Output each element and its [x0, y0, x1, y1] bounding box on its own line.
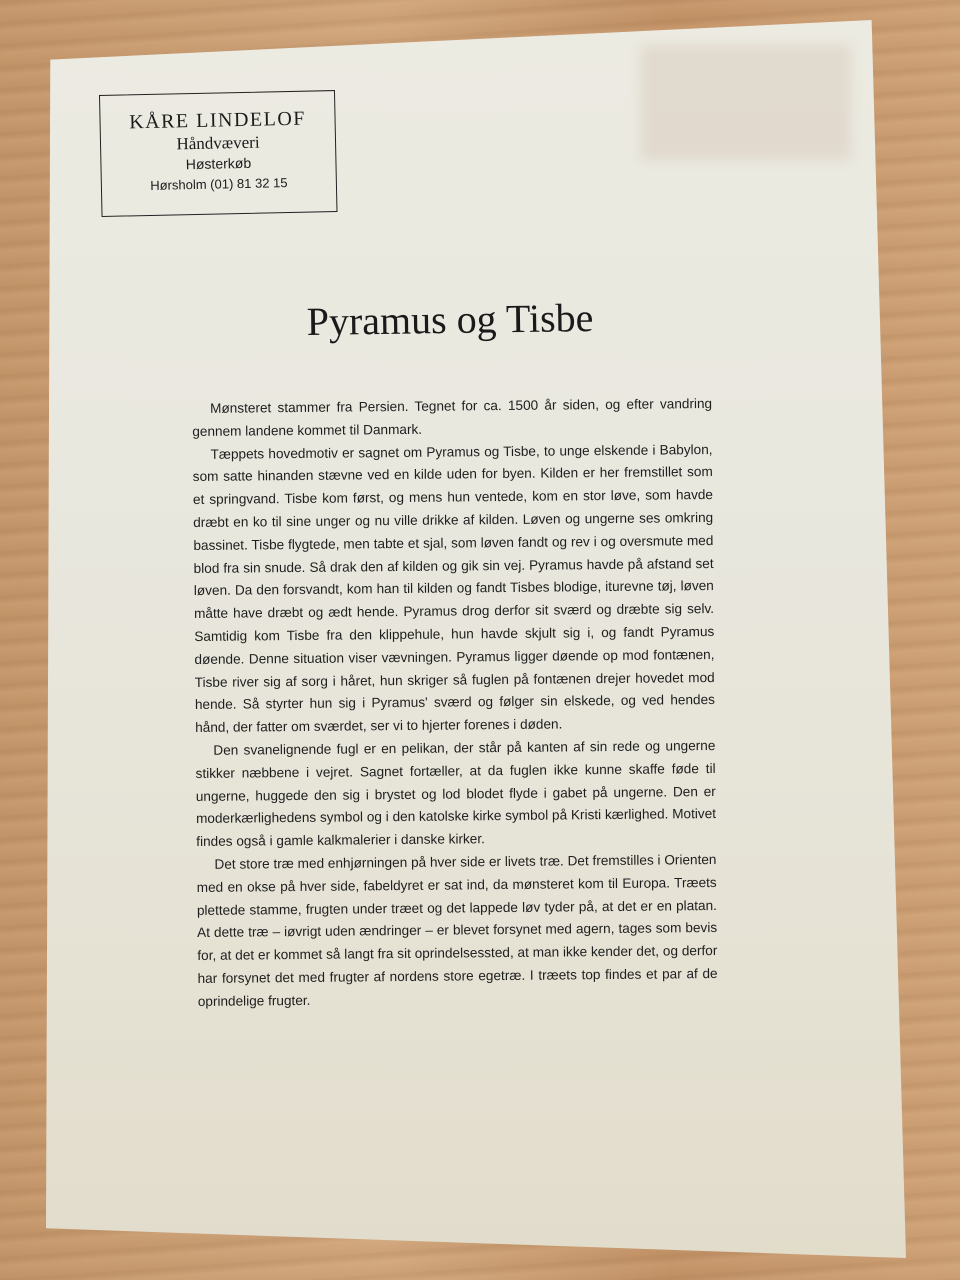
stamp-town: Høsterkøb — [185, 154, 252, 173]
paragraph-tree-of-life: Det store træ med enhjørningen på hver side er livets træ. Det fremstilles i Orienten med en okse på hver side, fabeldyret er sat ind, da mønsteret kom til Europa. Træets plettede stamme, frugten under træet og det lappede løv tyder på, at det er en platan. At dette træ – iøvrigt uden ændringer – er blevet forsynet med agern, tages som bevis for, at det er kommet så langt fra sit oprindelsessted, at man ikke kender det, og derfor har forsynet det med frugter af nordens store egetræ. I træets top findes et par af de oprindelige frugter. — [196, 851, 718, 1009]
stamp-name: KÅRE LINDELOF — [128, 107, 307, 134]
stamp-craft: Håndvæveri — [176, 132, 260, 154]
document-title: Pyramus og Tisbe — [306, 295, 594, 344]
paragraph-pelican: Den svanelignende fugl er en pelikan, der står på kanten af sin rede og ungerne stikker næbbene i vejret. Sagnet fortæller, at da fuglen ikke kunne skaffe føde til ungerne, huggede den sig i brystet og lod blodet flyde i gabet på ungerne. Den er moderkærlighedens symbol og i den katolske kirke symbol på Kristi kærlighed. Motivet findes også i gamle kalkmalerier i danske kirker. — [195, 737, 717, 850]
paragraph-origin: Mønsteret stammer fra Persien. Tegnet for ca. 1500 år siden, og efter vandring gennem landene kommet til Danmark. — [192, 396, 713, 439]
paragraph-main-motif: Tæppets hovedmotiv er sagnet om Pyramus og Tisbe, to unge elskende i Babylon, som satte hinanden stævne ved en kilde uden for byen. Kilden er her fremstillet som et springvand. Tisbe kom først, og mens hun ventede, kom en stor løve, som havde dræbt en ko til sine unger og nu ville drikke af kilden. Løven og ungerne ses omkring bassinet. Tisbe flygtede, men tabte et sjal, som løven fandt og rev i og oversmute med blod fra sin snude. Så drak den af kilden og gik sin vej. Pyramus havde på afstand set løven. Da den forsvandt, kom han til kilden og fandt Tisbes blodige, iturevne tøj, løven måtte have dræbt og ædt hende. Pyramus drog derfor sit sværd og dræbte sig selv. Samtidig kom Tisbe fra den klippehule, hun havde skjult sig i, og fandt Pyramus døende. Denne situation viser vævningen. Pyramus ligger døende op mod fontænen, Tisbe river sig af sorg i håret, hun skriger så fuglen på fontænen drejer hovedet mod hende. Så styrter hun sig i Pyramus' sværd og følger sin elskede, og ved hendes hånd, der fatter om sværdet, ser vi to hjerter forenes i døden. — [192, 441, 715, 736]
stamp-phone: Hørsholm (01) 81 32 15 — [150, 175, 288, 193]
document-body — [192, 393, 718, 1013]
address-stamp — [99, 90, 338, 217]
